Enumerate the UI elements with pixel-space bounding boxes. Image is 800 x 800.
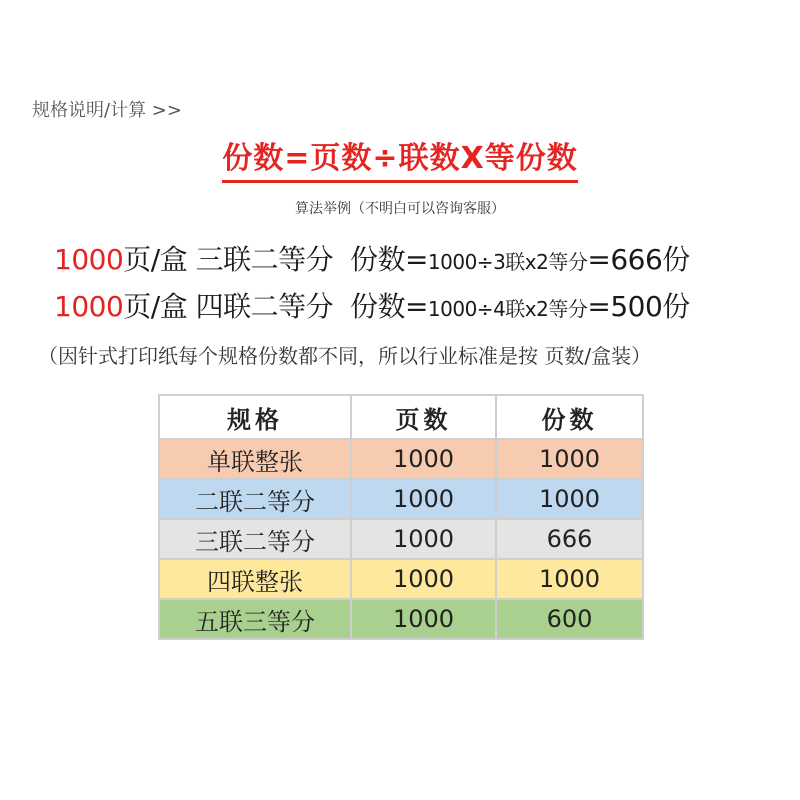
example-label: 份数= (349, 243, 428, 276)
cell-pages: 1000 (351, 439, 496, 479)
cell-spec: 单联整张 (159, 439, 351, 479)
header-pages: 页数 (351, 395, 496, 439)
cell-copies: 600 (496, 599, 643, 639)
example-pages: 1000 (54, 290, 124, 323)
cell-copies: 1000 (496, 559, 643, 599)
cell-spec: 四联整张 (159, 559, 351, 599)
example-unit: 页/盒 (123, 243, 188, 276)
example-line-1 (54, 238, 690, 278)
header-copies: 份数 (496, 395, 643, 439)
breadcrumb: 规格说明/计算 >> (32, 100, 182, 121)
table-row (159, 599, 643, 639)
example-spec: 三联二等分 (195, 243, 334, 276)
example-title: 算法举例（不明白可以咨询客服） (295, 201, 505, 217)
cell-copies: 666 (496, 519, 643, 559)
cell-pages: 1000 (351, 479, 496, 519)
example-expression: 1000÷4联x2等分 (427, 297, 588, 321)
example-label: 份数= (349, 290, 428, 323)
formula-heading (0, 140, 800, 183)
table-row (159, 559, 643, 599)
cell-copies: 1000 (496, 439, 643, 479)
example-unit: 页/盒 (123, 290, 188, 323)
cell-pages: 1000 (351, 559, 496, 599)
cell-spec: 五联三等分 (159, 599, 351, 639)
formula-text: 份数=页数÷联数X等份数 (222, 140, 577, 183)
note-text: （因针式打印纸每个规格份数都不同，所以行业标准是按 页数/盒装） (38, 344, 652, 368)
example-result: =666份 (587, 243, 690, 276)
header-spec: 规格 (159, 395, 351, 439)
table-header-row (159, 395, 643, 439)
example-result: =500份 (587, 290, 690, 323)
cell-copies: 1000 (496, 479, 643, 519)
table-row (159, 439, 643, 479)
spec-table (158, 394, 644, 640)
example-expression: 1000÷3联x2等分 (427, 250, 588, 274)
table-row (159, 519, 643, 559)
cell-pages: 1000 (351, 519, 496, 559)
cell-spec: 三联二等分 (159, 519, 351, 559)
example-pages: 1000 (54, 243, 124, 276)
example-line-2 (54, 285, 690, 325)
cell-pages: 1000 (351, 599, 496, 639)
table-row (159, 479, 643, 519)
example-spec: 四联二等分 (195, 290, 334, 323)
cell-spec: 二联二等分 (159, 479, 351, 519)
